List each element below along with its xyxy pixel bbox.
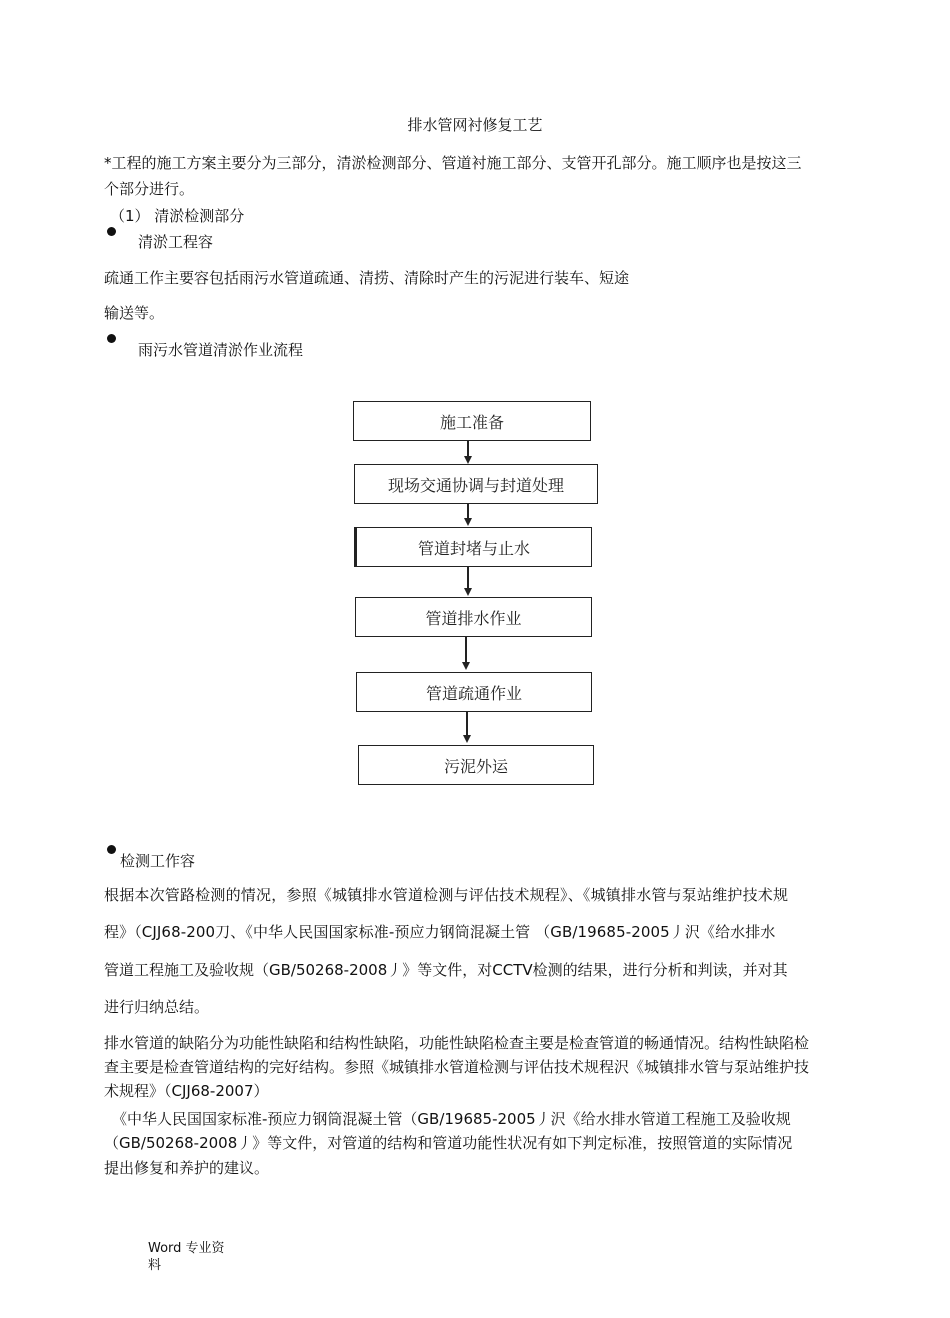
footer-line-2: 料 <box>148 1258 162 1273</box>
flow-step-1: 施工准备 <box>353 401 591 441</box>
paragraph-1-line-1: 疏通工作主要容包括雨污水管道疏通、清捞、清除时产生的污泥进行装车、短途 <box>104 269 630 287</box>
flow-arrow-head <box>462 662 470 670</box>
paragraph-4-line-2: （GB/50268-2008丿》等文件，对管道的结构和管道功能性状况有如下判定标准，按照管道的实际情况 <box>104 1134 793 1152</box>
flow-arrow-head <box>464 456 472 464</box>
flow-step-5: 管道疏通作业 <box>356 672 592 712</box>
flow-arrow-head <box>464 588 472 596</box>
paragraph-2-line-4: 进行归纳总结。 <box>104 998 210 1016</box>
flow-arrow-head <box>463 735 471 743</box>
flow-arrow-head <box>464 518 472 526</box>
bullet-icon <box>107 845 116 854</box>
flow-step-6: 污泥外运 <box>358 745 594 785</box>
bullet-text-inspection-content: 检测工作容 <box>120 852 196 870</box>
paragraph-3-line-3: 术规程》（CJJ68-2007） <box>104 1082 269 1100</box>
bullet-icon <box>107 334 116 343</box>
paragraph-4-line-3: 提出修复和养护的建议。 <box>104 1159 270 1177</box>
flow-step-2: 现场交通协调与封道处理 <box>354 464 598 504</box>
flow-arrow <box>466 712 468 736</box>
flow-step-3: 管道封堵与止水 <box>354 527 592 567</box>
flow-arrow <box>467 567 469 589</box>
paragraph-2-line-1: 根据本次管路检测的情况，参照《城镇排水管道检测与评估技术规程》、《城镇排水管与泵站维护技术规 <box>104 886 789 904</box>
page-title: 排水管网衬修复工艺 <box>407 116 543 134</box>
flow-arrow <box>467 441 469 457</box>
paragraph-1-line-2: 输送等。 <box>104 304 165 322</box>
paragraph-4-line-1: 《中华人民国国家标准-预应力钢筒混凝土管（GB/19685-2005丿沢《给水排水管道工程施工及验收规 <box>112 1110 791 1128</box>
paragraph-3-line-2: 查主要是检查管道结构的完好结构。参照《城镇排水管道检测与评估技术规程沢《城镇排水管与泵站维护技 <box>104 1058 810 1076</box>
paragraph-3-line-1: 排水管道的缺陷分为功能性缺陷和结构性缺陷，功能性缺陷检查主要是检查管道的畅通情况。结构性缺陷检 <box>104 1034 810 1052</box>
section-heading-1: （1） 清淤检测部分 <box>110 207 245 225</box>
flow-arrow <box>467 504 469 519</box>
intro-line-2: 个部分进行。 <box>104 180 195 198</box>
flow-arrow <box>465 637 467 663</box>
paragraph-2-line-2: 程》（CJJ68-200刀、《中华人民国国家标准-预应力钢筒混凝土管 （GB/19685-2005丿沢《给水排水 <box>104 923 776 941</box>
intro-line-1: *工程的施工方案主要分为三部分，清淤检测部分、管道衬施工部分、支管开孔部分。施工顺序也是按这三 <box>104 154 802 172</box>
flow-step-4: 管道排水作业 <box>355 597 592 637</box>
bullet-text-cleaning-content: 清淤工程容 <box>138 233 214 251</box>
bullet-text-workflow: 雨污水管道清淤作业流程 <box>138 341 304 359</box>
bullet-icon <box>107 227 116 236</box>
paragraph-2-line-3: 管道工程施工及验收规（GB/50268-2008丿》等文件，对CCTV检测的结果，进行分析和判读，并对其 <box>104 961 788 979</box>
footer-line-1: Word 专业资 <box>148 1241 225 1256</box>
